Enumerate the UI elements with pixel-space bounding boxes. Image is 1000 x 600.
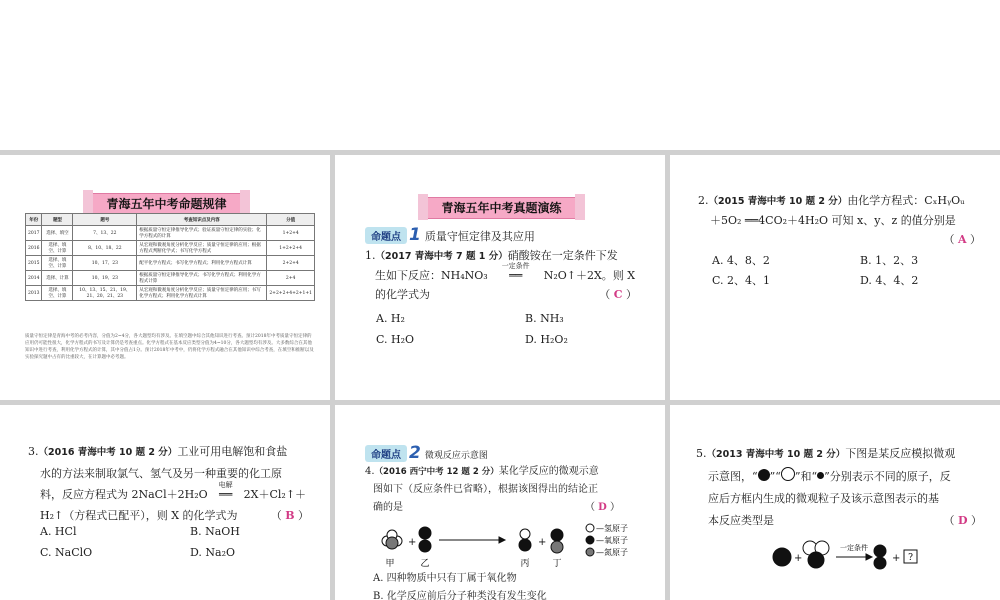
table-cell: 10、13、15、21、19、21、20、21、23 [73, 286, 137, 301]
species-bing: 丙 [520, 559, 530, 569]
q-source: （2013 青海中考 10 题 2 分） [706, 449, 846, 460]
kp-tag: 命题点 [365, 445, 407, 462]
q-text: ＋5O₂ ══4CO₂＋4H₂O 可知 x、y、z 的值分别是 [710, 214, 956, 227]
q-text: H₂↑（方程式已配平），则 X 的化学式为 [40, 509, 238, 522]
table-cell: 选择、填空、计算 [42, 256, 73, 271]
option-c: C. NaClO [40, 546, 93, 559]
banner-exam-practice: 青海五年中考真题演练 [423, 197, 580, 219]
question-5: 5.（2013 青海中考 10 题 2 分）下图是某反应模拟微观 示意图，“ ”“ ”和“ ”分别表示不同的原子，反 应后方框内生成的微观粒子及该示意图表示的基 本反应类型是 （ D ） [696, 443, 996, 532]
q-text: 示意图，“ [708, 470, 758, 483]
table-cell: 2014 [26, 271, 42, 286]
table-cell: 选择、计算 [42, 271, 73, 286]
option-a: A. H₂ [376, 312, 405, 325]
table-cell: 根据质量守恒定律推导化学式；书写化学方程式；利用化学方程式计算 [137, 271, 267, 286]
table-cell: 2016 [26, 241, 42, 256]
table-row [26, 271, 315, 286]
q-text: 图如下（反应条件已省略），根据该图得出的结论正 [373, 484, 598, 495]
table-cell: 选择、填空、计算 [42, 286, 73, 301]
q-number: 5. [696, 447, 707, 460]
species-ding: 丁 [552, 559, 562, 569]
option-d: D. H₂O₂ [525, 333, 568, 346]
q-text: 工业可用电解饱和食盐 [177, 445, 288, 458]
knowledge-point-1 [365, 225, 535, 245]
answer-letter: A [957, 233, 967, 246]
reaction-arrow: 电解 ══ [208, 484, 244, 505]
q-text: 应后方框内生成的微观粒子及该示意图表示的基 [708, 492, 939, 505]
table-cell: 10、19、23 [73, 271, 137, 286]
option-b: B. NH₃ [525, 312, 564, 325]
kp-title: 微观反应示意图 [424, 451, 488, 461]
table-header: 年份 [26, 214, 42, 226]
q-text: ”分别表示不同的原子，反 [824, 470, 951, 483]
table-cell: 2015 [26, 256, 42, 271]
q-source: （2017 青海中考 7 题 1 分） [375, 251, 508, 262]
question-1: 1.（2017 青海中考 7 题 1 分）硝酸铵在一定条件下发 生如下反应：NH₄NO₃ 一定条件 ══ N₂O↑＋2X。则 X 的化学式为 （ C ） [365, 249, 637, 301]
q-text: 确的是 [373, 502, 403, 513]
table-cell: 从宏观和微观角度分析化学反应；质量守恒定律的应用；书写化学方程式；利用化学方程式计算 [137, 286, 267, 301]
q-text: 的化学式为 [375, 288, 430, 301]
option-a: A. 四种物质中只有丁属于氧化物 [373, 573, 517, 584]
panel-question-3 [0, 405, 330, 600]
question-2: 2.（2015 青海中考 10 题 2 分）由化学方程式：CₓHᵧOᵤ ＋5O₂ ══4CO₂＋4H₂O 可知 x、y、z 的值分别是 （ A ） [698, 191, 993, 249]
q-text: 下图是某反应模拟微观 [845, 447, 956, 460]
kp-title: 质量守恒定律及其应用 [424, 230, 535, 243]
svg-text:+: + [408, 537, 417, 548]
table-header: 题型 [42, 214, 73, 226]
q-source: （2015 青海中考 10 题 2 分） [708, 196, 848, 207]
table-row [26, 226, 315, 241]
answer-letter: C [613, 288, 623, 301]
kp-tag: 命题点 [365, 227, 407, 244]
q-text: 料，反应方程式为 2NaCl＋2H₂O [40, 488, 208, 501]
kp-number: 1 [409, 225, 421, 245]
knowledge-point-2 [365, 443, 488, 463]
table-row [26, 256, 315, 271]
table-header: 题号 [73, 214, 137, 226]
table-header: 考查知识点及内容 [137, 214, 267, 226]
table-row [26, 241, 315, 256]
q-text: 生如下反应：NH₄NO₃ [375, 269, 488, 282]
rules-table [25, 213, 315, 301]
micro-reaction-diagram-2 [770, 535, 930, 575]
banner-exam-rules: 青海五年中考命题规律 [88, 193, 245, 215]
table-cell: 配平化学方程式；书写化学方程式；利用化学方程式计算 [137, 256, 267, 271]
svg-text:+: + [538, 537, 547, 548]
table-cell: 2+2+4 [267, 256, 315, 271]
white-atom-icon [781, 467, 795, 481]
q-text: N₂O↑＋2X。则 X [543, 269, 636, 282]
q-text: ”和“ [794, 470, 818, 483]
q-text: 由化学方程式：CₓHᵧOᵤ [847, 194, 965, 207]
table-cell: 根据质量守恒定律推导化学式；验证质量守恒定律的实验；化学方程式的计算 [137, 226, 267, 241]
answer-letter: D [598, 502, 607, 513]
kp-number: 2 [409, 443, 421, 463]
option-b: B. 1、2、3 [860, 254, 919, 267]
table-cell: 2+4 [267, 271, 315, 286]
reaction-condition: 一定条件 [840, 544, 868, 552]
table-cell: 7、13、22 [73, 226, 137, 241]
table-cell: 8、10、18、22 [73, 241, 137, 256]
table-cell: 2+2+2+4+2+1+1 [267, 286, 315, 301]
option-d: D. 4、4、2 [860, 274, 919, 287]
table-cell: 1+2+4 [267, 226, 315, 241]
svg-text:+: + [794, 553, 803, 564]
panel-question-5 [670, 405, 1000, 600]
panel-question-2 [670, 155, 1000, 400]
table-cell: 2013 [26, 286, 42, 301]
question-3: 3.（2016 青海中考 10 题 2 分）工业可用电解饱和食盐 水的方法来制取氯气、氢气及另一种重要的化工原 料，反应方程式为 2NaCl＋2H₂O 电解 ══ 2X＋Cl₂↑＋ H₂↑（方程式已配平），则 X 的化学式为 （ B ） [28, 441, 323, 526]
option-a: A. HCl [40, 525, 77, 538]
q-text: 2X＋Cl₂↑＋ [243, 488, 307, 501]
answer-letter: B [285, 509, 295, 522]
reaction-arrow: 一定条件 ══ [488, 266, 544, 285]
table-cell: 选择、填空 [42, 226, 73, 241]
rules-note: 质量守恒定律是青海中考的必考内容，分值为2~4分，各大题型均有涉及。在填空题中综合其他知识进行考查。预计2018年中考质量守恒定律的应用仍可能性很大，化学方程式的书写及计算仍是考查重点。化学方程式在基本反应类型分值为4~10分，各大题型均有涉及。大多数综合在其他知识中进行考查，利用化学方程式的计算，其中分值占1分。预计2018年中考中，仍将化学方程式融合在其他知识中综合考查，在填空和推断以及实验探究题中占有的比重较大，在计算题中必考题。 [25, 334, 314, 360]
option-c: C. H₂O [376, 333, 415, 346]
q-number: 4. [365, 466, 375, 477]
species-jia: 甲 [385, 559, 395, 569]
table-cell: 2017 [26, 226, 42, 241]
reaction-condition: 电解 [218, 481, 233, 489]
q-text: 本反应类型是 [708, 514, 774, 527]
question-4: 4.（2016 西宁中考 12 题 2 分）某化学反应的微观示意 图如下（反应条件已省略），根据该图得出的结论正 确的是 （ D ） [365, 463, 650, 517]
q-number: 2. [698, 194, 709, 207]
answer-letter: D [957, 514, 968, 527]
q-source: （2016 青海中考 10 题 2 分） [38, 447, 178, 458]
table-cell: 选择、填空、计算 [42, 241, 73, 256]
legend-oxygen: —氧原子 [596, 536, 628, 545]
svg-text:+: + [892, 553, 901, 564]
option-d: D. Na₂O [190, 546, 236, 559]
black-atom-icon [758, 469, 770, 481]
q-source: （2016 西宁中考 12 题 2 分） [374, 467, 499, 477]
table-cell: 1+2+2+4 [267, 241, 315, 256]
q-text: ”“ [769, 470, 781, 483]
reaction-condition: 一定条件 [501, 262, 530, 270]
q-text: 某化学反应的微观示意 [498, 466, 599, 477]
legend-hydrogen: —氢原子 [596, 524, 628, 533]
option-b: B. NaOH [190, 525, 240, 538]
panel-question-1 [335, 155, 665, 400]
legend-nitrogen: —氮原子 [596, 548, 628, 557]
q-number: 3. [28, 445, 39, 458]
table-cell: 从宏观和微观角度分析化学反应；质量守恒定律的应用；根据方程式判断化学式；书写化学方程式 [137, 241, 267, 256]
option-c: C. 2、4、1 [712, 274, 771, 287]
q-text: 硝酸铵在一定条件下发 [507, 249, 618, 262]
table-row [26, 286, 315, 301]
option-a: A. 4、8、2 [712, 254, 770, 267]
option-b: B. 化学反应前后分子种类没有发生变化 [373, 591, 547, 600]
table-cell: 10、17、23 [73, 256, 137, 271]
q-text: 水的方法来制取氯气、氢气及另一种重要的化工原 [40, 467, 282, 480]
species-yi: 乙 [420, 559, 430, 569]
panel-question-4 [335, 405, 665, 600]
table-header: 分值 [267, 214, 315, 226]
unknown-box: ? [908, 553, 913, 563]
panel-exam-rules [0, 155, 330, 400]
q-number: 1. [365, 249, 376, 262]
micro-reaction-diagram [375, 523, 635, 569]
